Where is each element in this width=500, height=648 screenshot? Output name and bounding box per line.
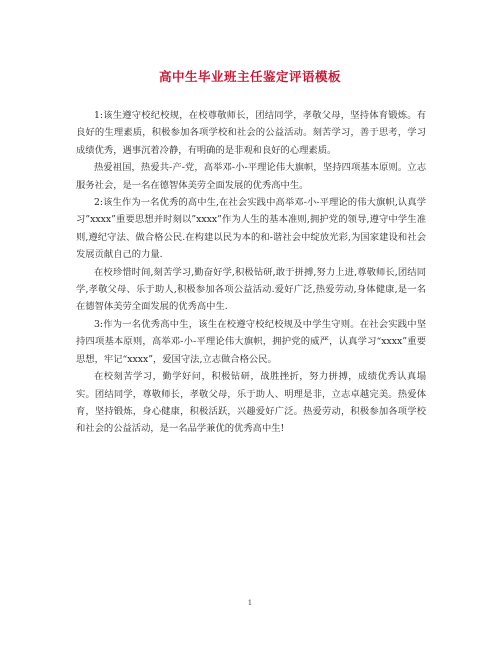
paragraph-3: 2:该生作为一名优秀的高中生,在社会实践中高举邓-小-平理论的伟大旗帜,认真学习”xxxx”重要思想并时刻以”xxxx”作为人生的基本准则,拥护党的领导,遵守中学生准则,遵纪守法、做合格公民.在构建以民为本的和-谐社会中绽放光彩,为国家建设和社会发展贡献自己的力量. [76, 197, 426, 261]
paragraph-1: 1:该生遵守校纪校规，在校尊敬师长，团结同学，孝敬父母，坚持体育锻炼。有良好的生理素质，积极参加各项学校和社会的公益活动。刻苦学习，善于思考，学习成绩优秀，遇事沉着冷静，有明确的是非观和良好的心理素质。 [76, 110, 426, 156]
document-title: 高中生毕业班主任鉴定评语模板 [158, 69, 341, 84]
page-number: 1 [247, 599, 253, 607]
paragraph-4: 在校珍惜时间,刻苦学习,勤奋好学,积极钻研,敢于拼搏,努力上进,尊敬师长,团结同学,孝敬父母、乐于助人,积极参加各项公益活动.爱好广泛,热爱劳动,身体健康,是一名在德智体美劳全面发展的优秀高中生. [76, 266, 426, 313]
paragraph-6: 在校刻苦学习，勤学好问，积极钻研，战胜挫折，努力拼搏，成绩优秀认真塌实。团结同学，尊敬师长，孝敬父母，乐于助人、明理是非，立志卓越完美。热爱体育，坚持锻炼，身心健康，积极活跃，兴趣爱好广泛。热爱劳动，积极参加各项学校和社会的公益活动，是一名品学兼优的优秀高中生! [76, 371, 426, 435]
paragraph-2: 热爱祖国，热爱共-产-党，高举邓-小-平理论伟大旗帜，坚持四项基本原则。立志服务社会，是一名在德智体美劳全面发展的优秀高中生。 [76, 162, 426, 191]
document-body [76, 107, 426, 438]
paragraph-5: 3:作为一名优秀高中生，该生在校遵守校纪校规及中学生守则。在社会实践中坚持四项基本原则，高举邓-小-平理论伟大旗帜，拥护党的威严，认真学习“xxxx”重要思想，牢记“xxxx”，爱国守法,立志做合格公民。 [76, 318, 426, 365]
